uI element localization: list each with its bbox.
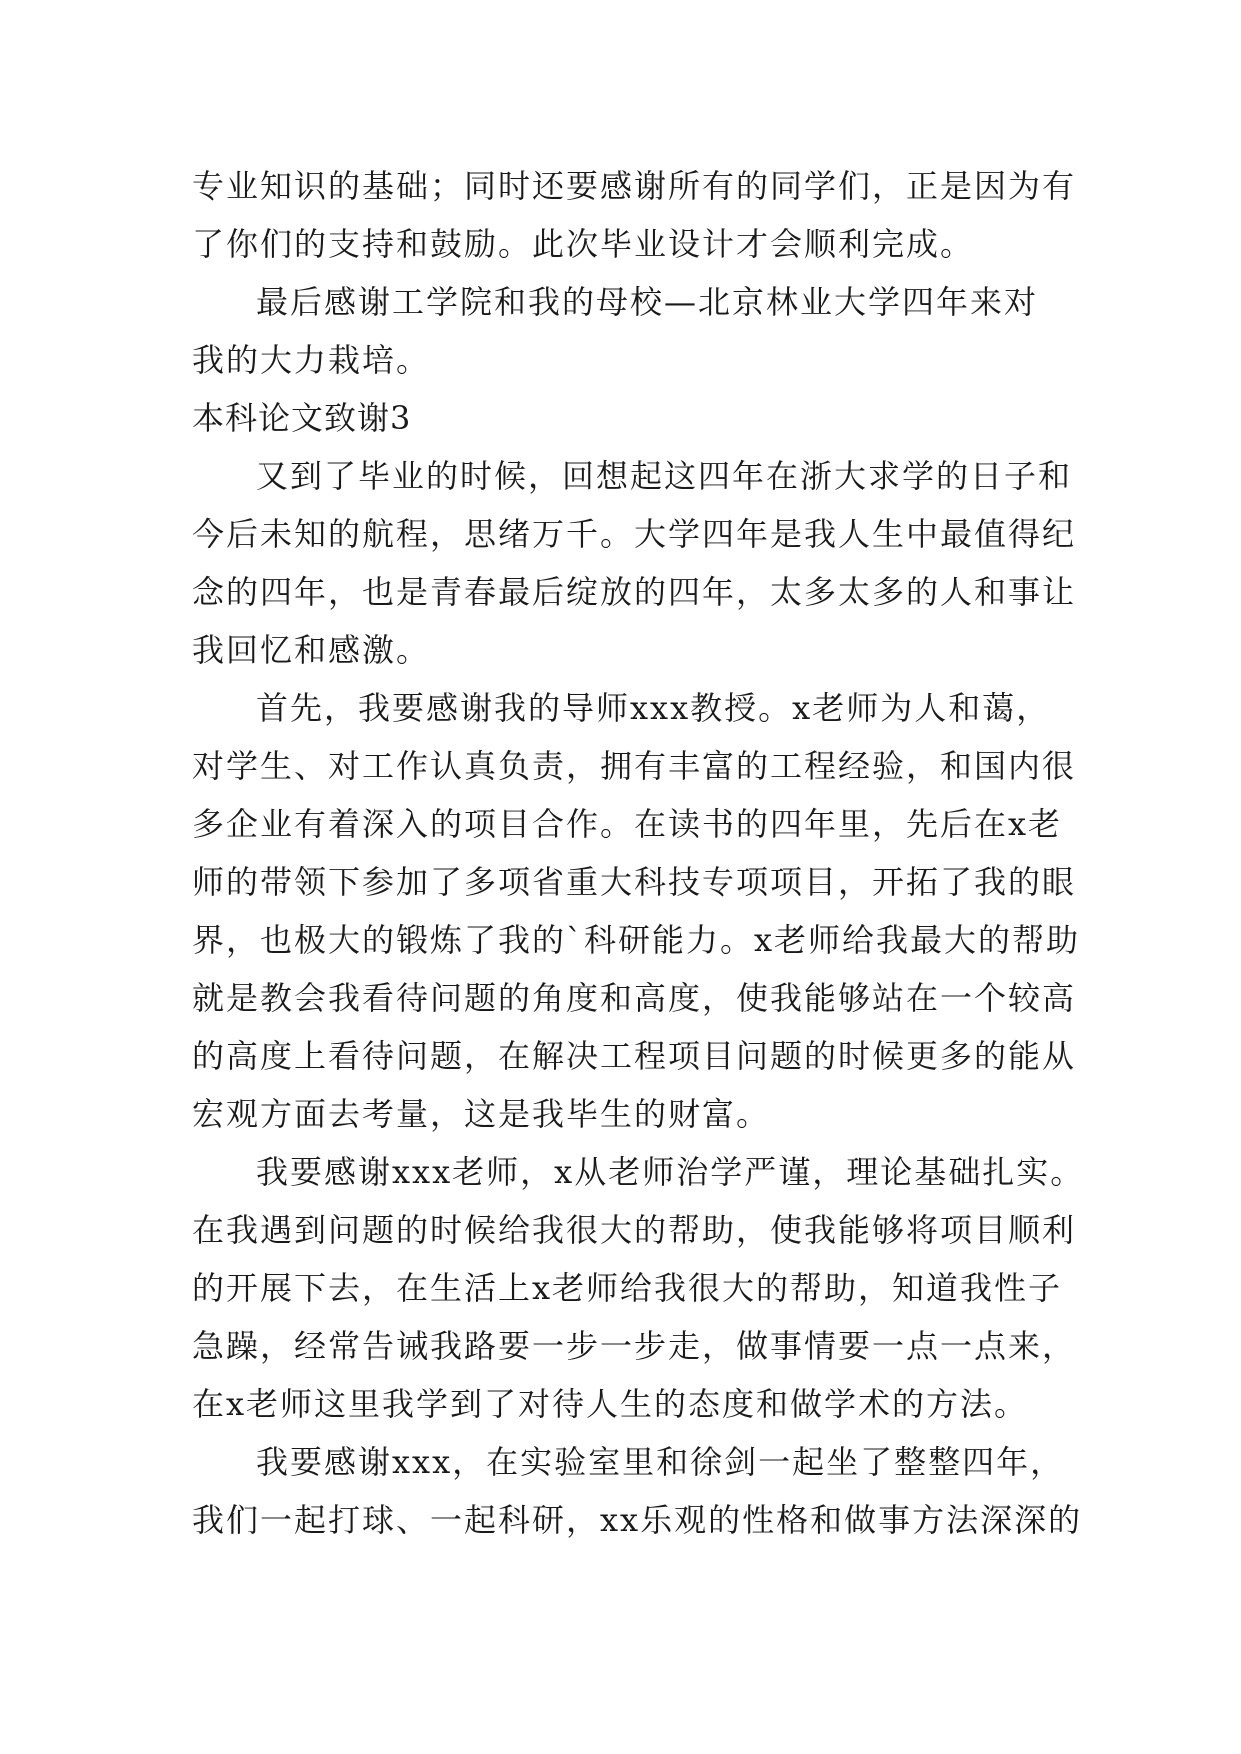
text-line: 我们一起打球、一起科研，xx乐观的性格和做事方法深深的 (192, 1501, 1083, 1539)
text-line: 又到了毕业的时候，回想起这四年在浙大求学的日子和 (256, 457, 1073, 495)
text-line: 首先，我要感谢我的导师xxx教授。x老师为人和蔼， (256, 689, 1051, 727)
text-line: 专业知识的基础；同时还要感谢所有的同学们，正是因为有 (192, 167, 1077, 205)
text-line: 最后感谢工学院和我的母校—北京林业大学四年来对 (256, 283, 1039, 321)
text-line: 对学生、对工作认真负责，拥有丰富的工程经验，和国内很 (192, 747, 1077, 785)
text-line: 界，也极大的锻炼了我的`科研能力。x老师给我最大的帮助 (192, 921, 1081, 959)
text-line: 多企业有着深入的项目合作。在读书的四年里，先后在x老 (192, 805, 1063, 843)
text-line: 就是教会我看待问题的角度和高度，使我能够站在一个较高 (192, 979, 1077, 1017)
text-line: 宏观方面去考量，这是我毕生的财富。 (192, 1095, 771, 1133)
text-line: 念的四年，也是青春最后绽放的四年，太多太多的人和事让 (192, 573, 1077, 611)
text-line: 今后未知的航程，思绪万千。大学四年是我人生中最值得纪 (192, 515, 1077, 553)
text-line: 我回忆和感激。 (192, 631, 431, 669)
text-line: 我要感谢xxx老师，x从老师治学严谨，理论基础扎实。 (256, 1153, 1085, 1191)
text-line: 我的大力栽培。 (192, 341, 431, 379)
text-line: 的高度上看待问题，在解决工程项目问题的时候更多的能从 (192, 1037, 1077, 1075)
text-line: 急躁，经常告诫我路要一步一步走，做事情要一点一点来， (192, 1327, 1077, 1365)
section-heading: 本科论文致谢3 (192, 399, 412, 437)
text-line: 在x老师这里我学到了对待人生的态度和做学术的方法。 (192, 1385, 1029, 1423)
text-line: 了你们的支持和鼓励。此次毕业设计才会顺利完成。 (192, 225, 975, 263)
text-line: 师的带领下参加了多项省重大科技专项项目，开拓了我的眼 (192, 863, 1077, 901)
text-line: 的开展下去，在生活上x老师给我很大的帮助，知道我性子 (192, 1269, 1063, 1307)
text-line: 在我遇到问题的时候给我很大的帮助，使我能够将项目顺利 (192, 1211, 1077, 1249)
text-line: 我要感谢xxx，在实验室里和徐剑一起坐了整整四年， (256, 1443, 1065, 1481)
